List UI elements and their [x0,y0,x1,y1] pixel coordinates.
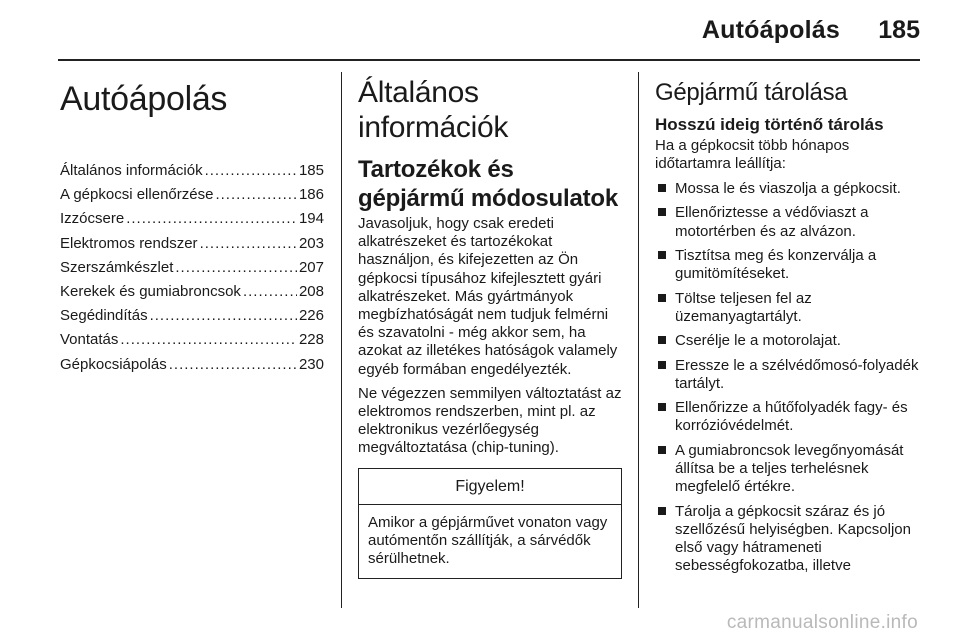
toc-leader [243,280,297,304]
caution-text: Amikor a gépjárművet vonaton vagy autómentőn szállítják, a sárvédők sérülhetnek. [368,513,608,568]
caution-box [358,468,622,580]
general-info-column [358,66,623,579]
toc-leader [215,183,297,207]
toc-entry-label: Izzócsere [60,210,125,228]
toc-entry-label: Segédindítás [60,307,148,325]
toc-entry-page: 228 [298,331,324,349]
toc-entry-page: 186 [298,186,324,204]
toc-leader [205,159,297,183]
toc-entry[interactable] [60,304,324,328]
header-divider [58,59,920,61]
toc-entry-page: 226 [298,307,324,325]
toc-leader [200,232,297,256]
toc-leader [126,207,297,231]
toc-entry-label: Kerekek és gumiabroncsok [60,283,241,301]
body-paragraph: Ne végezzen semmilyen változtatást az elektromos rendszerben, mint pl. az elektronikus vezérlőegység megváltoztatása (chip-tuning). [358,384,622,457]
page-number: 185 [878,16,920,44]
column-divider-2 [638,72,639,608]
toc-entry[interactable] [60,256,324,280]
site-watermark: carmanualsonline.info [726,612,918,633]
list-item: A gumiabroncsok levegőnyomását állítsa be a teljes terhelésnek megfelelő értékre. [655,442,923,497]
bullet-square-icon [658,446,666,454]
storage-checklist [655,180,923,575]
list-item: Ellenőrizze a hűtőfolyadék fagy- és korrózióvédelmét. [655,399,923,435]
section-title: Gépjármű tárolása [655,79,848,106]
list-item: Tárolja a gépkocsit száraz és jó szellőzésű helyiségben. Kapcsoljon első vagy hátrameneti sebességfokozatba, illetve [655,503,923,576]
list-item: Eressze le a szélvédőmosó-folyadék tartályt. [655,357,923,393]
toc-entry[interactable] [60,353,324,377]
bullet-square-icon [658,403,666,411]
toc-entry-label: Általános információk [60,162,203,180]
toc-entry-label: Gépkocsiápolás [60,355,167,373]
body-paragraph: Javasoljuk, hogy csak eredeti alkatrészeket és tartozékokat használjon, és kifejezetten az Ön gépkocsi típusához kifejlesztett gyári alkatrészeket. Más gyártmányok megbízhatóságát nem tudjuk felmérni és szavatolni - még akkor sem, ha azokat az illetékes hatóságok valamely egyéb formában engedélyezték. [358,215,618,378]
bullet-square-icon [658,294,666,302]
list-item: Cserélje le a motorolajat. [655,332,923,350]
list-item: Ellenőriztesse a védőviaszt a motortérben és az alvázon. [655,204,923,240]
page-header [0,0,960,62]
chapter-title: Autóápolás [60,80,228,118]
chapter-toc-column [60,66,324,377]
column-divider-1 [341,72,342,608]
toc-entry-page: 185 [298,162,324,180]
toc-entry-page: 207 [298,258,324,276]
table-of-contents [60,159,324,377]
toc-entry[interactable] [60,207,324,231]
toc-leader [169,353,297,377]
bullet-square-icon [658,361,666,369]
list-item: Tisztítsa meg és konzerválja a gumitömítéseket. [655,247,923,283]
toc-entry-label: Szerszámkészlet [60,258,174,276]
toc-entry[interactable] [60,183,324,207]
toc-entry-label: Elektromos rendszer [60,234,198,252]
toc-entry[interactable] [60,232,324,256]
running-header-title: Autóápolás [701,16,840,44]
section-title: Általános információk [358,76,509,144]
toc-entry-label: A gépkocsi ellenőrzése [60,186,214,204]
bullet-square-icon [658,208,666,216]
bullet-square-icon [658,507,666,515]
bullet-square-icon [658,336,666,344]
vehicle-storage-column [655,66,923,582]
toc-entry-page: 208 [298,283,324,301]
toc-entry-page: 203 [298,234,324,252]
toc-entry[interactable] [60,328,324,352]
list-item: Mossa le és viaszolja a gépkocsit. [655,180,923,198]
toc-entry-page: 230 [298,355,324,373]
subsection-title: Tartozékok és gépjármű módosulatok [358,156,619,212]
caution-heading: Figyelem! [359,469,621,505]
toc-leader [175,256,297,280]
toc-entry-page: 194 [298,210,324,228]
subsection-title: Hosszú ideig történő tárolás [655,114,884,134]
bullet-square-icon [658,184,666,192]
intro-paragraph: Ha a gépkocsit több hónapos időtartamra leállítja: [655,136,850,172]
toc-leader [150,304,297,328]
list-item: Töltse teljesen fel az üzemanyagtartályt. [655,290,923,326]
toc-leader [120,328,297,352]
toc-entry[interactable] [60,159,324,183]
toc-entry[interactable] [60,280,324,304]
bullet-square-icon [658,251,666,259]
toc-entry-label: Vontatás [60,331,119,349]
